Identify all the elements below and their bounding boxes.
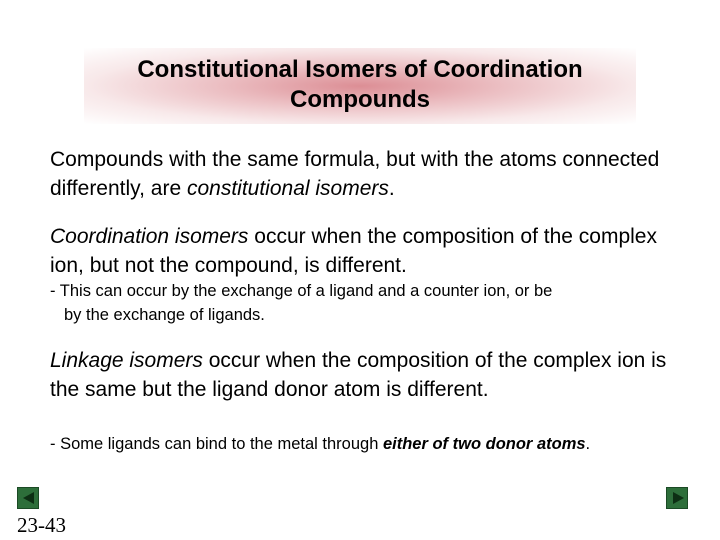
paragraph-linkage-text: occur when the composition of the complex ion is the same but the ligand donor atom is different. — [50, 349, 667, 401]
paragraph-constitutional — [50, 145, 690, 203]
term-two-donor-atoms: either of two donor atoms — [382, 435, 586, 453]
title-line-1: Constitutional Isomers of Coordination — [137, 56, 583, 83]
note-coordination-line-2: by the exchange of ligands. — [64, 306, 265, 324]
previous-slide-button[interactable] — [17, 487, 39, 509]
triangle-left-icon — [23, 492, 34, 504]
paragraph-coordination-text: occur when the composition of the complex ion, but not the compound, is different. — [50, 225, 657, 277]
term-linkage-isomers: Linkage isomers — [50, 349, 203, 372]
term-constitutional-isomers: constitutional isomers — [186, 177, 389, 200]
term-coordination-isomers: Coordination isomers — [50, 225, 249, 248]
note-linkage-end: . — [585, 435, 591, 453]
paragraph-linkage — [50, 346, 690, 404]
paragraph-coordination — [50, 222, 690, 280]
note-linkage-text: - Some ligands can bind to the metal through — [50, 435, 383, 453]
next-slide-button[interactable] — [666, 487, 688, 509]
slide-number: 23-43 — [17, 513, 66, 537]
triangle-right-icon — [673, 492, 684, 504]
note-linkage — [50, 432, 650, 456]
note-coordination-line-1: - This can occur by the exchange of a ligand and a counter ion, or be — [50, 282, 553, 300]
paragraph-constitutional-end: . — [388, 177, 395, 200]
title-line-2: Compounds — [290, 86, 430, 113]
paragraph-constitutional-text: Compounds with the same formula, but with the atoms connected differently, are — [50, 148, 660, 200]
slide-title — [84, 55, 636, 115]
note-coordination — [50, 279, 680, 327]
